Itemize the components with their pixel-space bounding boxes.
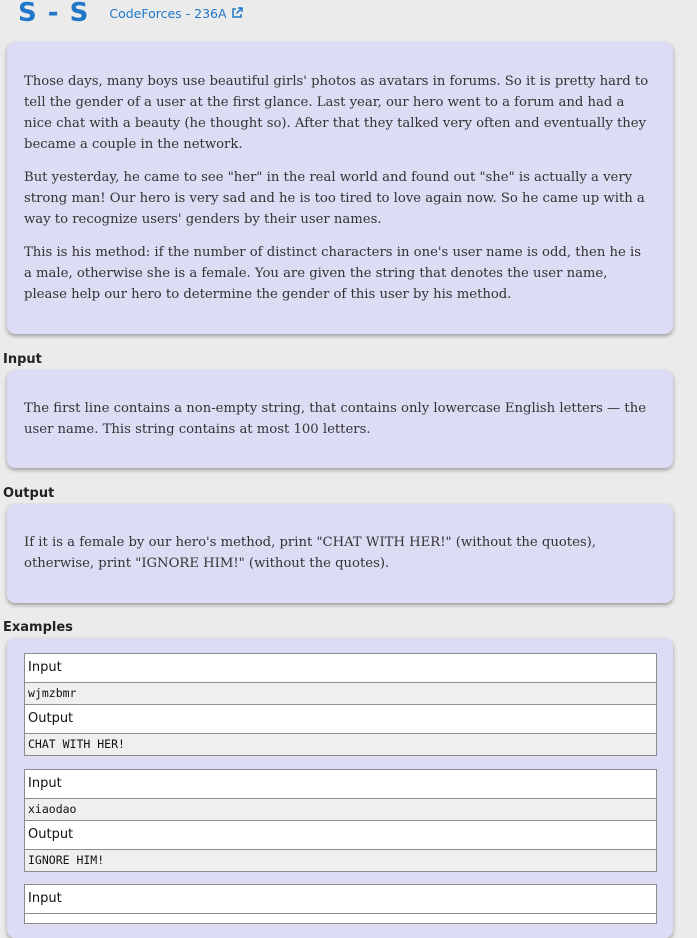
example-block <box>24 653 657 756</box>
example-output-value[interactable]: CHAT WITH HER! <box>25 734 656 755</box>
example-output-label: Output <box>25 821 656 850</box>
example-input-value[interactable]: wjmzbmr <box>25 683 656 705</box>
example-output-value[interactable]: IGNORE HIM! <box>25 850 656 871</box>
statement-paragraph: But yesterday, he came to see "her" in the real world and found out "she" is actually a very strong man! Our hero is very sad and he is too tired to love again now. So he came up with a way to recognize users' genders by their user names. <box>24 170 645 227</box>
input-heading: Input <box>3 352 42 367</box>
source-link-label: CodeForces - 236A <box>109 5 227 21</box>
input-card <box>7 370 673 468</box>
output-description: If it is a female by our hero's method, print "CHAT WITH HER!" (without the quotes), otherwise, print "IGNORE HIM!" (without the quotes). <box>24 535 596 571</box>
output-card <box>7 504 673 603</box>
statement-paragraph: Those days, many boys use beautiful girls' photos as avatars in forums. So it is pretty hard to tell the gender of a user at the first glance. Last year, our hero went to a forum and had a nice chat with a beauty (he thought so). After that they talked very often and eventually they became a couple in the network. <box>24 74 649 152</box>
problem-title: S - S <box>18 0 90 28</box>
statement-paragraph: This is his method: if the number of distinct characters in one's user name is odd, then he is a male, otherwise she is a female. You are given the string that denotes the user name, please help our hero to determine the gender of this user by his method. <box>24 245 642 302</box>
source-link[interactable] <box>109 6 242 21</box>
external-link-icon <box>231 7 243 19</box>
example-output-label: Output <box>25 705 656 734</box>
example-input-label: Input <box>25 770 656 799</box>
example-input-label: Input <box>25 885 656 914</box>
input-description: The first line contains a non-empty string, that contains only lowercase English letters — the user name. This string contains at most 100 letters. <box>24 401 647 437</box>
example-input-value[interactable]: xiaodao <box>25 799 656 821</box>
output-heading: Output <box>3 486 55 501</box>
example-block <box>24 884 657 924</box>
example-block <box>24 769 657 872</box>
examples-heading: Examples <box>3 620 73 635</box>
example-input-label: Input <box>25 654 656 683</box>
statement-card <box>7 42 673 334</box>
problem-header <box>18 0 243 30</box>
